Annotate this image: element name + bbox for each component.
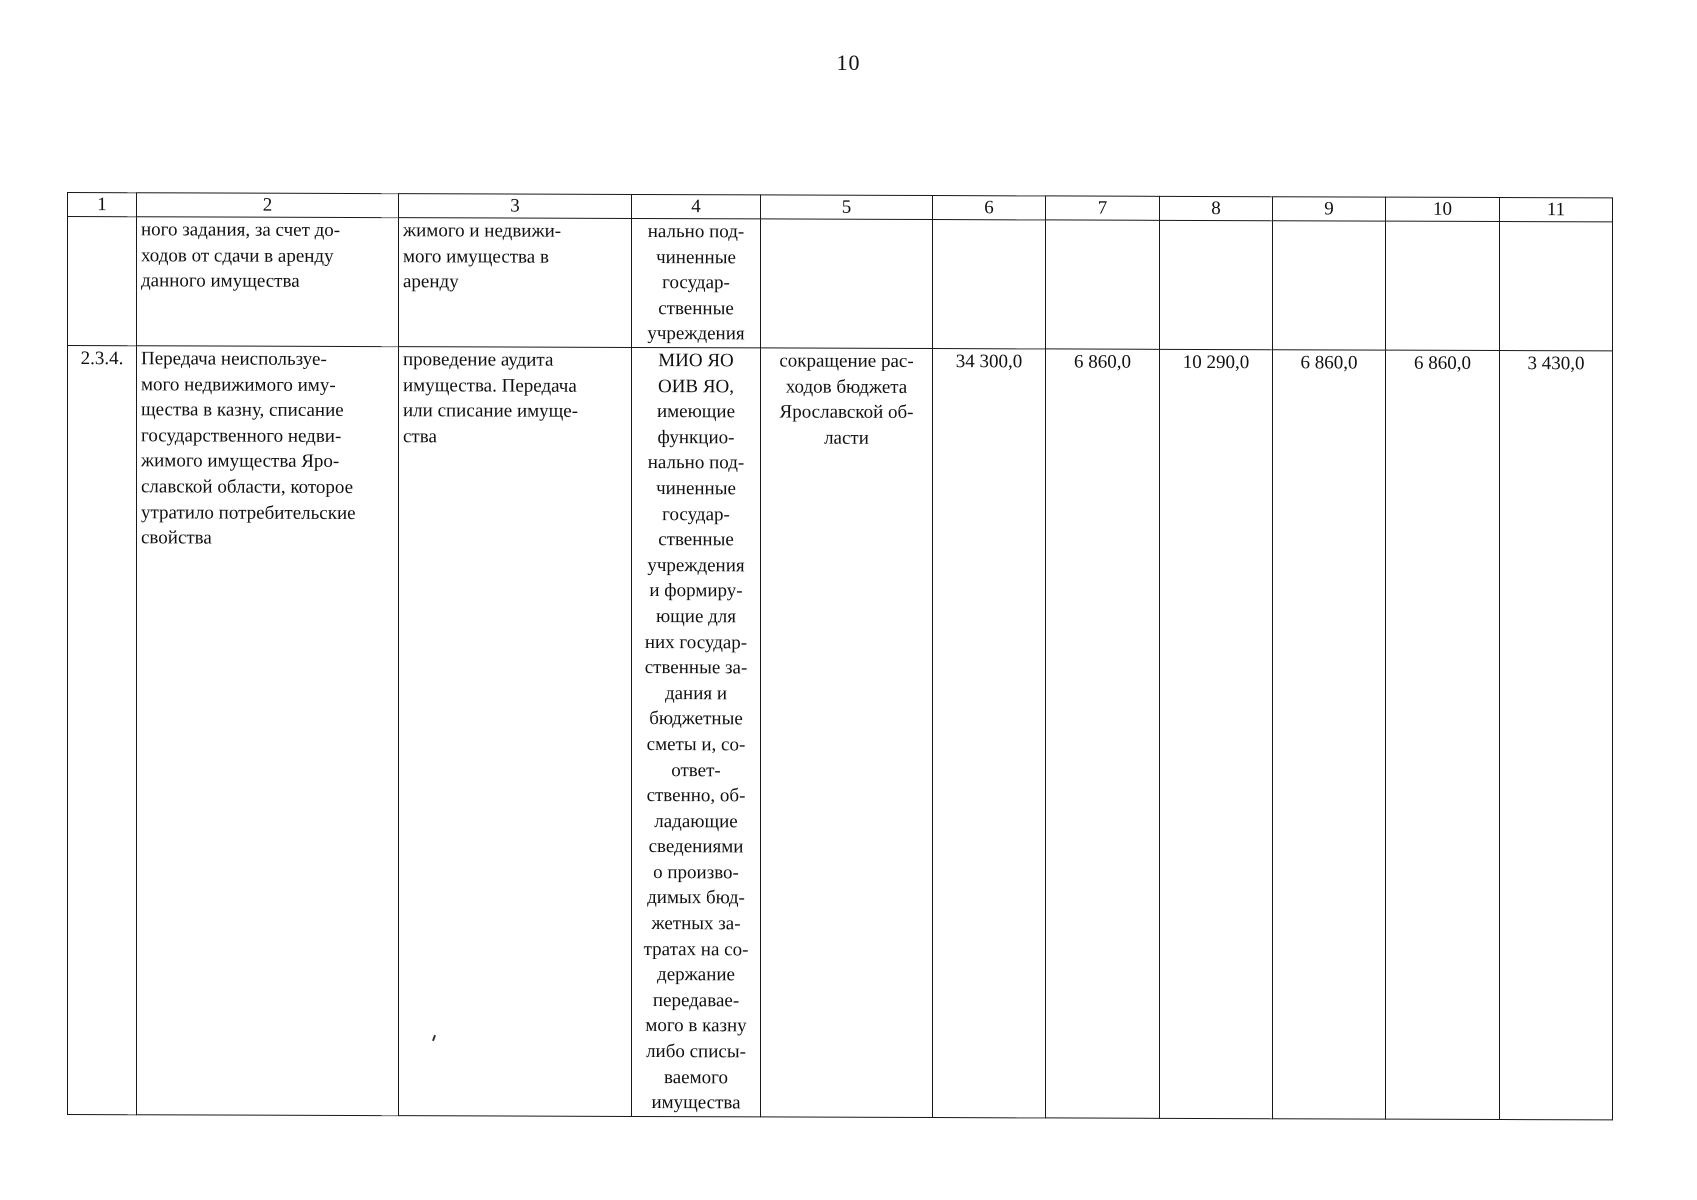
item-amount-col10: 6 860,0 xyxy=(1386,350,1500,1119)
item-amount-col11: 3 430,0 xyxy=(1500,351,1613,1120)
page-number: 10 xyxy=(836,50,861,75)
column-number-11: 11 xyxy=(1500,198,1613,222)
program-measures-table xyxy=(67,192,1613,1120)
continuation-col4: нально под- чиненные государ- ственные учреждения xyxy=(632,218,761,347)
column-number-1: 1 xyxy=(68,193,137,217)
column-number-2: 2 xyxy=(137,193,399,218)
column-number-6: 6 xyxy=(933,196,1046,220)
item-amount-col7: 6 860,0 xyxy=(1046,349,1160,1118)
continuation-col1 xyxy=(68,217,137,346)
continuation-col7 xyxy=(1046,220,1160,349)
column-number-10: 10 xyxy=(1386,197,1500,221)
continuation-col9 xyxy=(1273,221,1386,350)
item-total-amount: 34 300,0 xyxy=(933,349,1046,1118)
continuation-col10 xyxy=(1386,221,1500,350)
continuation-col2: ного задания, за счет до- ходов от сдачи в аренду данного имущества xyxy=(137,217,399,347)
item-executors: МИО ЯО ОИВ ЯО, имеющие функцио- нально под- чиненные государ- ственные учреждения и формиру- ющие для них государ- ственные за- дания и бюджетные сметы и, со- ответ- ственно, об- ладающие сведениями о произво- димых бюд- жетных за- тратах на со- держание передавае- мого в казну либо списы- ваемого имущества xyxy=(632,347,761,1116)
column-number-4: 4 xyxy=(632,194,761,218)
column-number-7: 7 xyxy=(1046,196,1160,220)
continuation-col3: жимого и недвижи- мого имущества в аренду xyxy=(399,218,632,348)
continuation-row xyxy=(68,217,1613,351)
item-actions: проведение аудита имущества. Передача или списание имуще- ства xyxy=(399,347,632,1117)
continuation-col6 xyxy=(933,220,1046,349)
continuation-col8 xyxy=(1160,220,1273,349)
item-amount-col9: 6 860,0 xyxy=(1273,350,1386,1119)
item-number: 2.3.4. xyxy=(68,346,137,1115)
item-measure: Передача неиспользуе- мого недвижимого иму- щества в казну, списание государственного недви- жимого имущества Яро- славской области, которое утратило потребительские свойства xyxy=(137,346,399,1116)
continuation-col5 xyxy=(761,219,933,349)
column-number-5: 5 xyxy=(761,195,933,220)
item-amount-col8: 10 290,0 xyxy=(1160,349,1273,1118)
column-number-8: 8 xyxy=(1160,196,1273,220)
item-result: сокращение рас- ходов бюджета Ярославской об- ласти xyxy=(761,348,933,1118)
column-number-3: 3 xyxy=(399,194,632,219)
item-row-2-3-4 xyxy=(68,346,1613,1120)
continuation-col11 xyxy=(1500,222,1613,351)
column-number-9: 9 xyxy=(1273,197,1386,221)
